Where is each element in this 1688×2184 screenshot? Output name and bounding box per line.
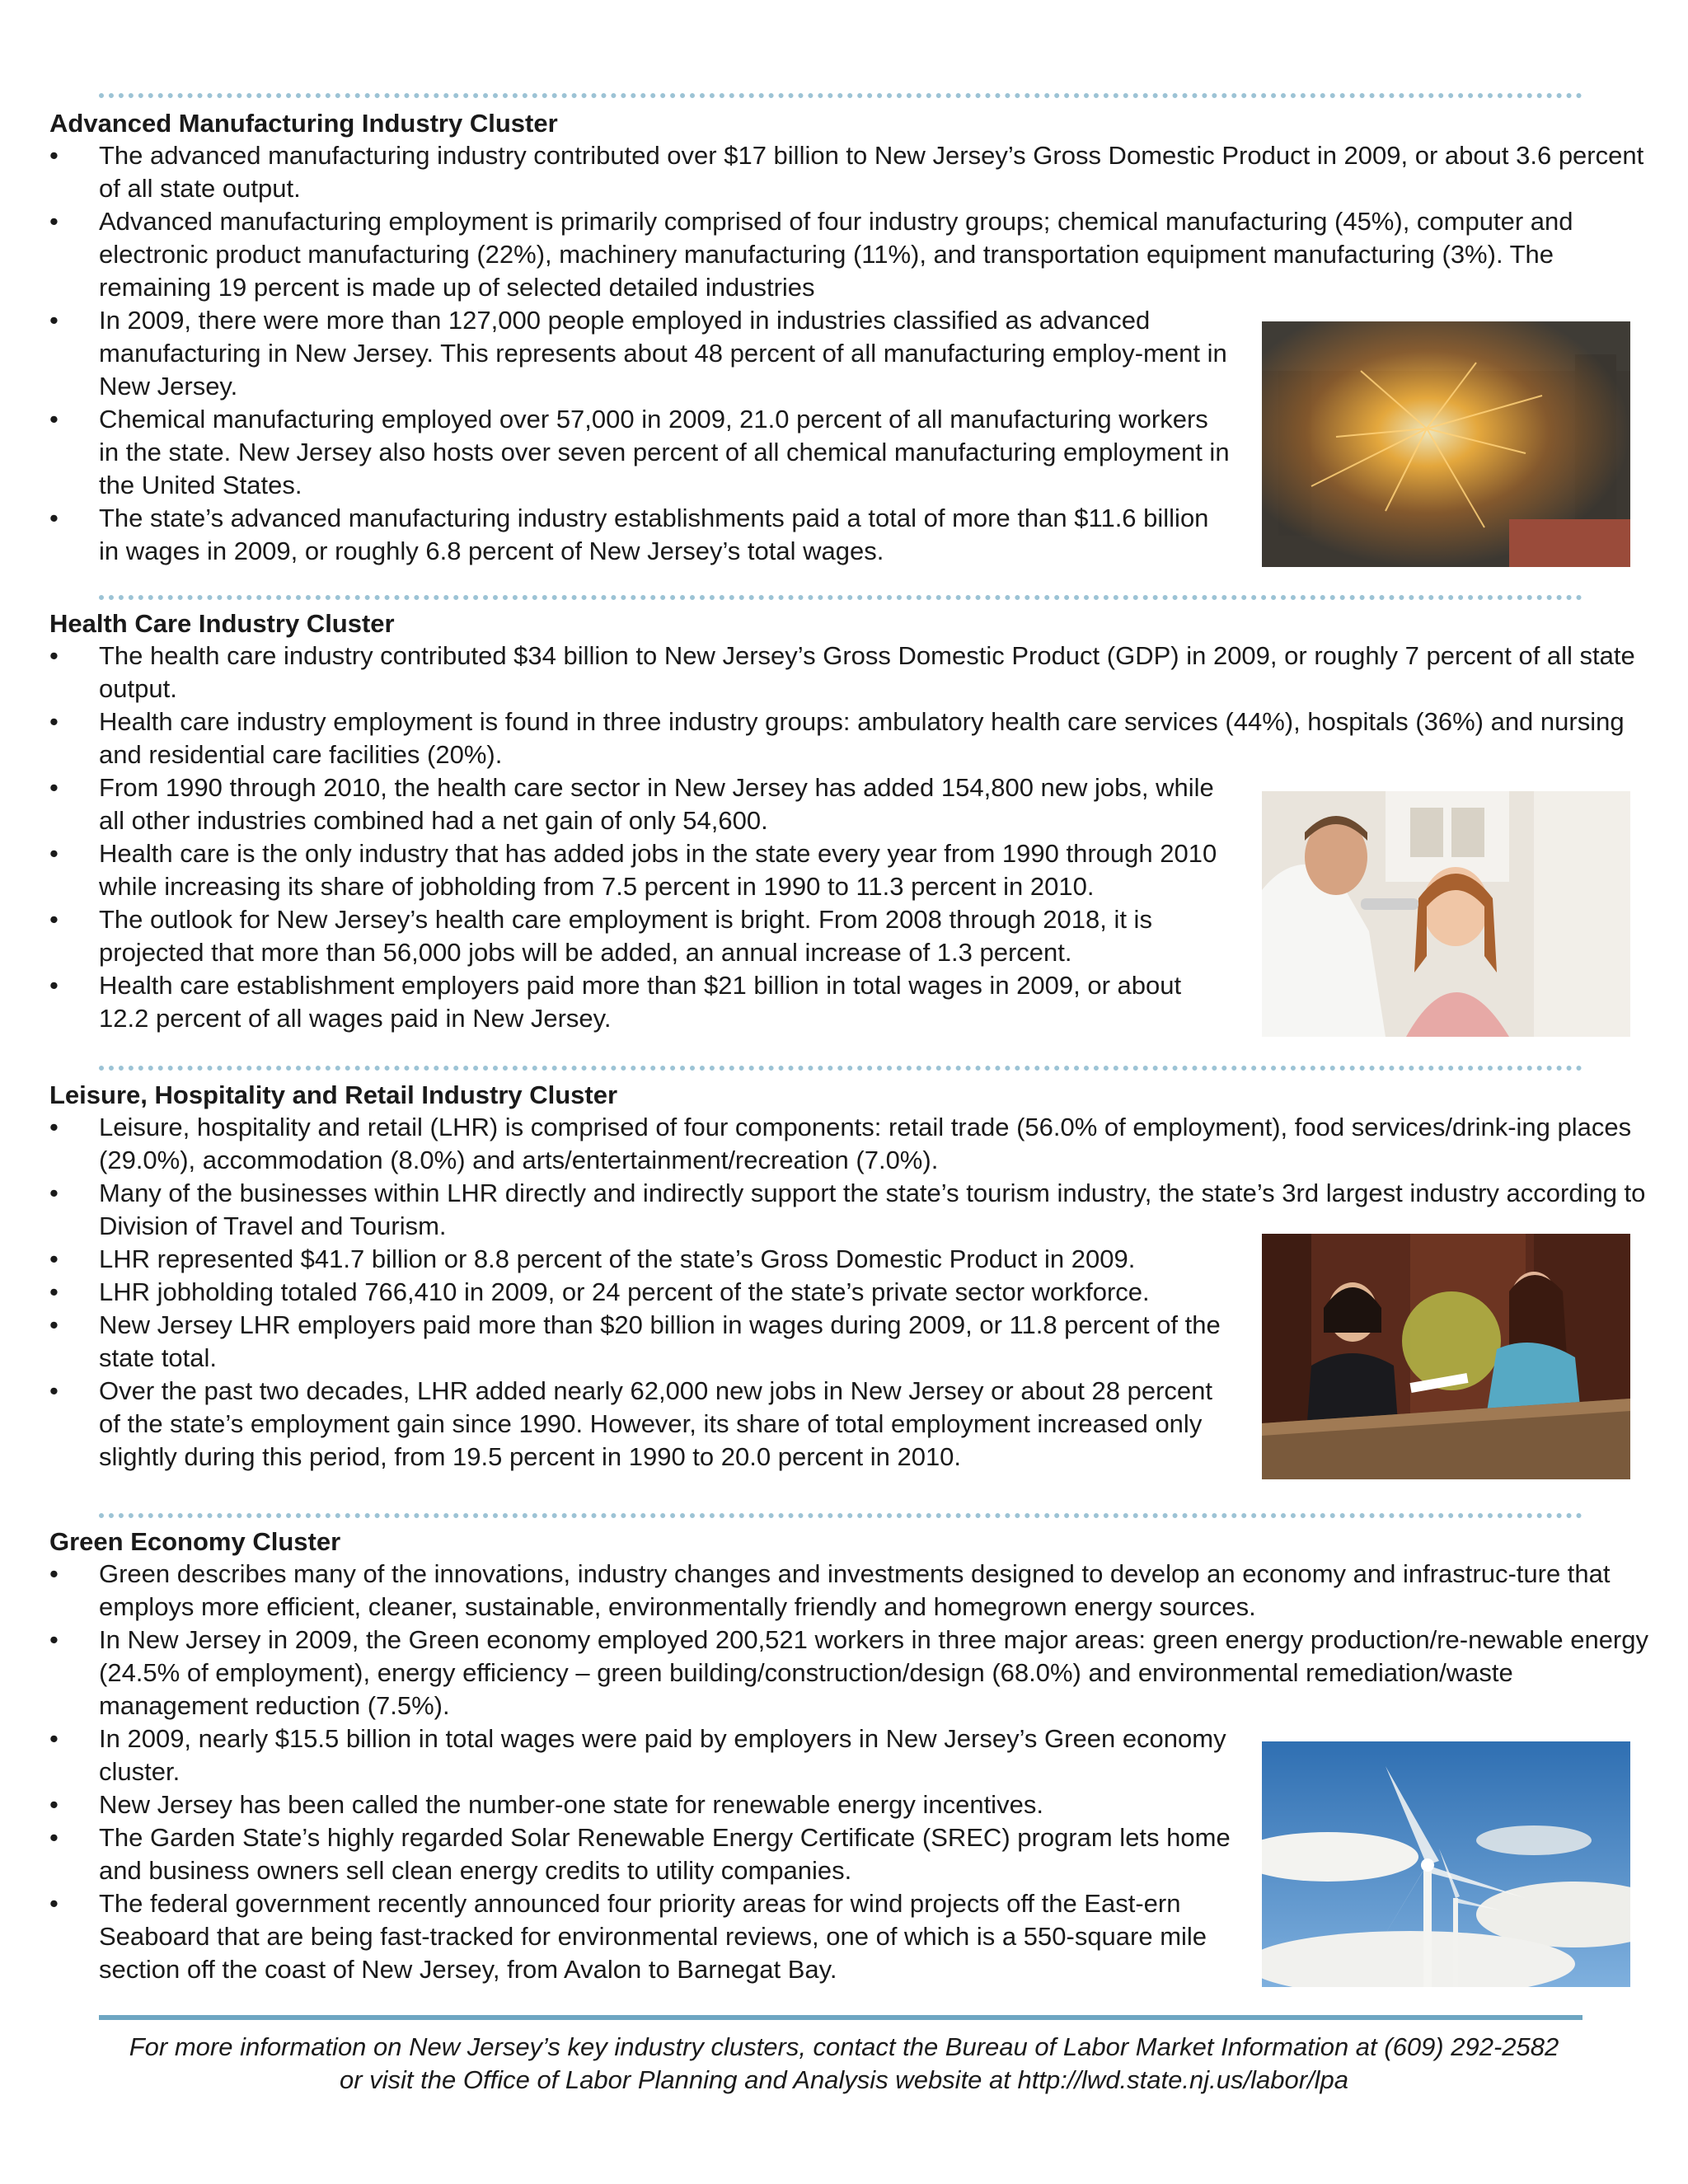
list-item: • In 2009, nearly $15.5 billion in total wages were paid by employers in New Jersey’s Green economy cluster. xyxy=(49,1724,1226,1786)
section-title: Green Economy Cluster xyxy=(49,1527,341,1556)
list-item: • New Jersey has been called the number-one state for renewable energy incentives. xyxy=(49,1788,1648,1821)
section-divider xyxy=(99,93,1582,98)
bullet-icon: • xyxy=(49,504,59,532)
bullet-icon: • xyxy=(49,207,59,236)
bullet-icon: • xyxy=(49,1559,59,1588)
bullet-icon: • xyxy=(49,1310,59,1339)
list-item: • Leisure, hospitality and retail (LHR) is comprised of four components: retail trade (56.0% of employment), food services/drink-ing places (29.0%), accommodation (8.0%) and arts/entertainment/recreation (7.0%). xyxy=(49,1113,1632,1174)
list-item: • In 2009, there were more than 127,000 people employed in industries classified as advanced manufacturing in New Jersey. This represents about 48 percent of all manufacturing employ-ment in New Jersey. xyxy=(49,306,1227,401)
section-title: Advanced Manufacturing Industry Cluster xyxy=(49,109,558,138)
list-item: • Health care is the only industry that has added jobs in the state every year from 1990 through 2010 while increasing its share of jobholding from 7.5 percent in 1990 to 11.3 percent in 2010. xyxy=(49,839,1217,901)
list-item: • Chemical manufacturing employed over 57,000 in 2009, 21.0 percent of all manufacturing workers in the state. New Jersey also hosts over seven percent of all chemical manufacturing employment in the United States. xyxy=(49,405,1230,499)
hotel-reception-photo xyxy=(1262,1234,1630,1479)
bullet-icon: • xyxy=(49,707,59,736)
bullet-icon: • xyxy=(49,1179,59,1207)
footer-line-website: or visit the Office of Labor Planning and Analysis website at http://lwd.state.nj.us/labor/lpa xyxy=(339,2065,1348,2094)
list-item: • Advanced manufacturing employment is primarily comprised of four industry groups; chemical manufacturing (45%), computer and electronic product manufacturing (22%), machinery manufacturing (11%), and transportation equipment manufacturing (3%). The remaining 19 percent is made up of selected detailed industries xyxy=(49,207,1573,302)
bullet-icon: • xyxy=(49,306,59,335)
bullet-icon: • xyxy=(49,971,59,1000)
list-item: • The state’s advanced manufacturing industry establishments paid a total of more than $11.6 billion in wages in 2009, or roughly 6.8 percent of New Jersey’s total wages. xyxy=(49,504,1209,565)
bullet-icon: • xyxy=(49,141,59,170)
bullet-icon: • xyxy=(49,1823,59,1852)
list-item: • In New Jersey in 2009, the Green economy employed 200,521 workers in three major areas: green energy production/re-newable energy (24.5% of employment), energy efficiency – green building/construction/design (68.0%) and environmental remediation/waste management reduction (7.5%). xyxy=(49,1625,1648,1720)
factory-sparks-photo xyxy=(1262,321,1630,567)
bullet-icon: • xyxy=(49,1889,59,1918)
list-item: • The outlook for New Jersey’s health care employment is bright. From 2008 through 2018, it is projected that more than 56,000 jobs will be added, an annual increase of 1.3 percent. xyxy=(49,905,1152,967)
bullet-icon: • xyxy=(49,1376,59,1405)
footer-divider xyxy=(99,2015,1582,2020)
list-item: • LHR jobholding totaled 766,410 in 2009, or 24 percent of the state’s private sector workforce. xyxy=(49,1276,1648,1309)
section-title: Health Care Industry Cluster xyxy=(49,609,395,638)
list-item: • Green describes many of the innovations, industry changes and investments designed to develop an economy and infrastruc-ture that employs more efficient, cleaner, sustainable, environmentally friendly and homegrown energy sources. xyxy=(49,1559,1611,1621)
section-divider xyxy=(99,1066,1582,1071)
doctor-child-photo xyxy=(1262,791,1630,1037)
bullet-icon: • xyxy=(49,1790,59,1819)
list-item: • Over the past two decades, LHR added nearly 62,000 new jobs in New Jersey or about 28 percent of the state’s employment gain since 1990. However, its share of total employment increased only slightly during this period, from 19.5 percent in 1990 to 20.0 percent in 2010. xyxy=(49,1376,1213,1471)
list-item: • LHR represented $41.7 billion or 8.8 percent of the state’s Gross Domestic Product in 2009. xyxy=(49,1243,1648,1276)
footer-note xyxy=(49,2031,1639,2097)
footer-line-contact: For more information on New Jersey’s key industry clusters, contact the Bureau of Labor Market Information at (609) 292-2582 xyxy=(129,2032,1559,2061)
section-divider xyxy=(99,595,1582,600)
list-item: • The Garden State’s highly regarded Solar Renewable Energy Certificate (SREC) program lets home and business owners sell clean energy credits to utility companies. xyxy=(49,1823,1231,1885)
list-item: • From 1990 through 2010, the health care sector in New Jersey has added 154,800 new jobs, while all other industries combined had a net gain of only 54,600. xyxy=(49,773,1214,835)
bullet-icon: • xyxy=(49,1244,59,1273)
list-item: • Many of the businesses within LHR directly and indirectly support the state’s tourism industry, the state’s 3rd largest industry according to Division of Travel and Tourism. xyxy=(49,1179,1646,1240)
bullet-icon: • xyxy=(49,905,59,934)
wind-turbine-photo xyxy=(1262,1741,1630,1987)
bullet-icon: • xyxy=(49,1724,59,1753)
bullet-icon: • xyxy=(49,773,59,802)
section-title: Leisure, Hospitality and Retail Industry Cluster xyxy=(49,1080,618,1109)
bullet-icon: • xyxy=(49,405,59,434)
list-item: • The advanced manufacturing industry contributed over $17 billion to New Jersey’s Gross Domestic Product in 2009, or about 3.6 percent of all state output. xyxy=(49,141,1644,203)
list-item: • New Jersey LHR employers paid more than $20 billion in wages during 2009, or 11.8 percent of the state total. xyxy=(49,1310,1221,1372)
bullet-icon: • xyxy=(49,1113,59,1141)
list-item: • Health care industry employment is found in three industry groups: ambulatory health care services (44%), hospitals (36%) and nursing and residential care facilities (20%). xyxy=(49,707,1625,769)
bullet-icon: • xyxy=(49,641,59,670)
list-item: • Health care establishment employers paid more than $21 billion in total wages in 2009, or about 12.2 percent of all wages paid in New Jersey. xyxy=(49,971,1182,1033)
list-item: • The federal government recently announced four priority areas for wind projects off the East-ern Seaboard that are being fast-tracked for environmental reviews, one of which is a 550-square mile section off the coast of New Jersey, from Avalon to Barnegat Bay. xyxy=(49,1889,1207,1984)
bullet-icon: • xyxy=(49,1277,59,1306)
section-divider xyxy=(99,1513,1582,1518)
list-item: • The health care industry contributed $34 billion to New Jersey’s Gross Domestic Product (GDP) in 2009, or roughly 7 percent of all state output. xyxy=(49,641,1635,703)
bullet-icon: • xyxy=(49,1625,59,1654)
bullet-icon: • xyxy=(49,839,59,868)
